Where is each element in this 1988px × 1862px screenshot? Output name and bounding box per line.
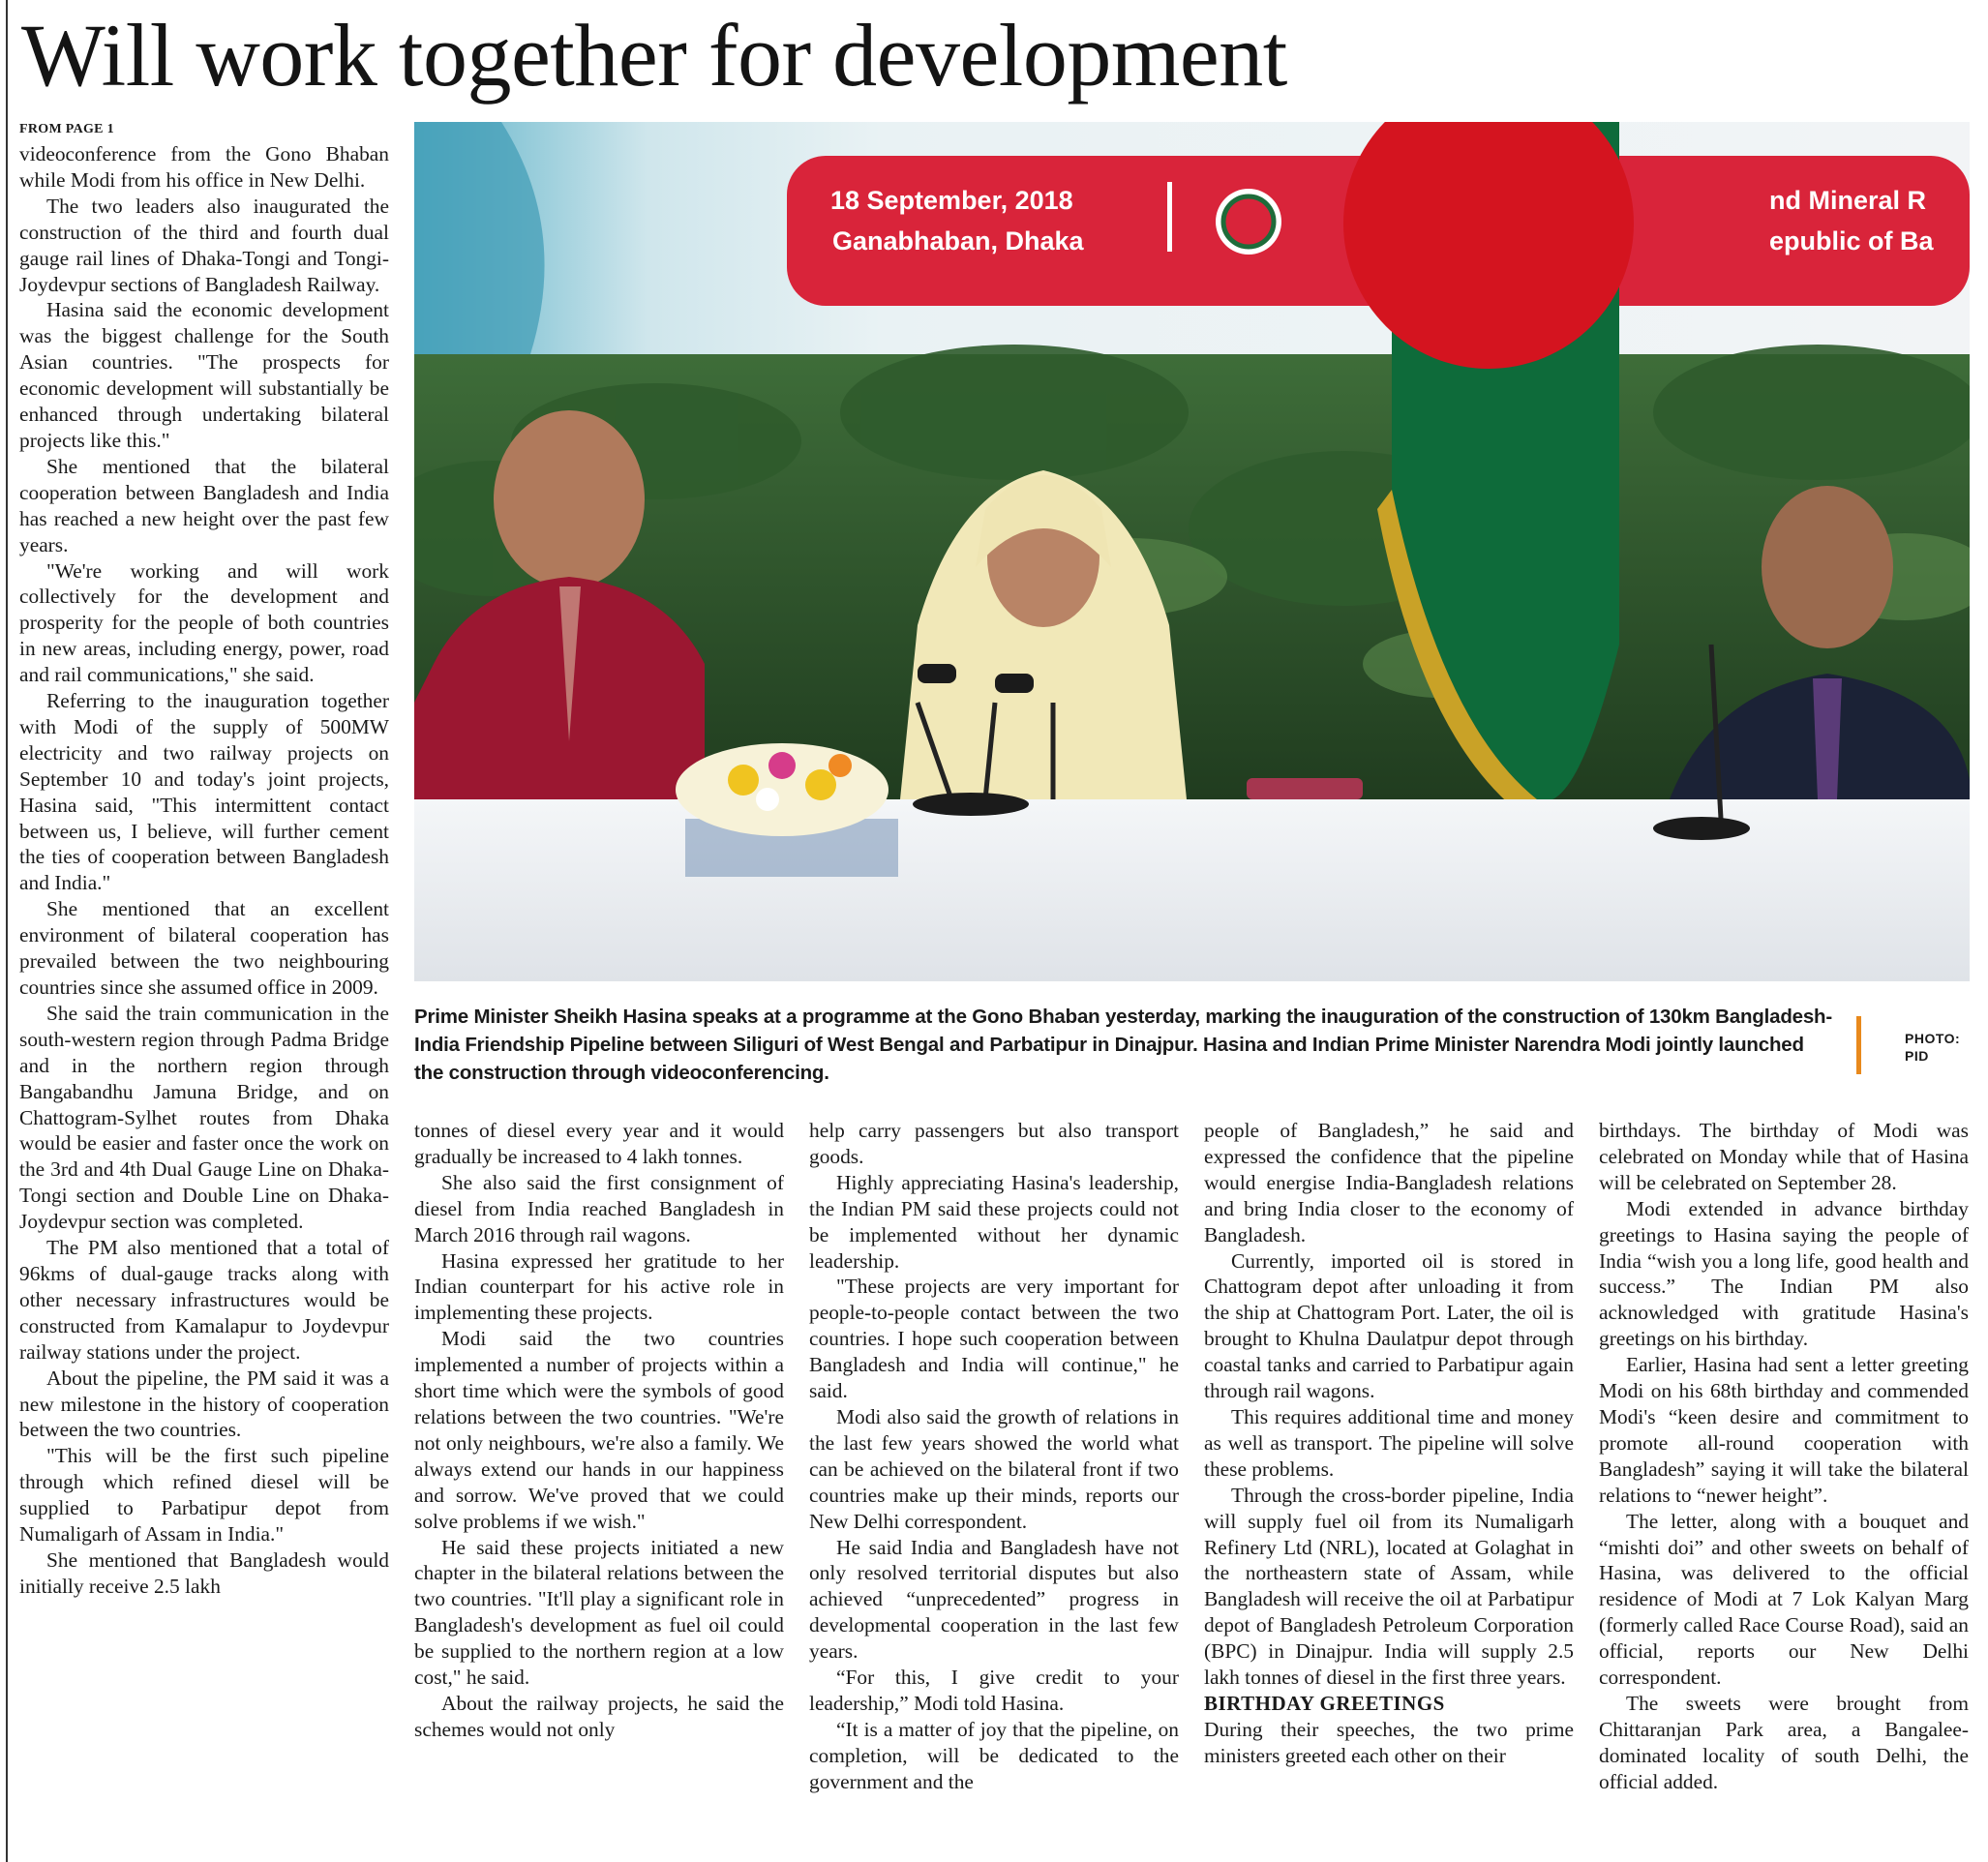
- paragraph: Highly appreciating Hasina's leadership, the Indian PM said these projects could not be implemented without her dynamic leadership.: [809, 1170, 1179, 1273]
- paragraph: He said these projects initiated a new chapter in the bilateral relations between the two countries. "It'll play a significant role in Bangladesh's development as fuel oil could be supplied to the northern region at a low cost," he said.: [414, 1535, 784, 1690]
- photo-illustration: [414, 122, 1970, 981]
- paragraph: help carry passengers but also transport goods.: [809, 1119, 1179, 1168]
- paragraph: "We're working and will work collectively for the development and prosperity for the people of both countries in new areas, including energy, power, road and rail communications," she said.: [19, 558, 389, 687]
- paragraph: She mentioned that Bangladesh would initially receive 2.5 lakh: [19, 1547, 389, 1598]
- paragraph: He said India and Bangladesh have not only resolved territorial disputes but also achieved “unprecedented” progress in developmental cooperation in the last few years.: [809, 1535, 1179, 1664]
- paragraph: Modi also said the growth of relations in the last few years showed the world what can be achieved on the bilateral front if two countries make up their minds, reports our New Delhi correspondent.: [809, 1404, 1179, 1533]
- banner-date: 18 September, 2018: [830, 186, 1073, 215]
- paragraph: Hasina said the economic development was the biggest challenge for the South Asian countries. "The prospects for economic development will substantially be enhanced through undertaking bilateral projects like this.": [19, 298, 389, 452]
- paragraph: The PM also mentioned that a total of 96kms of dual-gauge tracks along with other necessary infrastructures would be constructed from Kamalapur to Joydevpur railway stations under the project.: [19, 1236, 389, 1364]
- paragraph: The two leaders also inaugurated the construction of the third and fourth dual gauge rail lines of Dhaka-Tongi and Tongi-Joydevpur sections of Bangladesh Railway.: [19, 194, 389, 296]
- photo-credit-source: PID: [1905, 1048, 1929, 1064]
- paragraph: Modi extended in advance birthday greetings to Hasina saying the people of India “wish you a long life, good health and success.” The Indian PM also acknowledged with gratitude Hasina's greetings on his birthday.: [1599, 1196, 1969, 1351]
- article-column-1: [19, 141, 389, 1845]
- article-column-2: [414, 1118, 784, 1845]
- paragraph: She mentioned that an excellent environment of bilateral cooperation has prevailed between the two neighbouring countries since she assumed office in 2009.: [19, 897, 389, 999]
- article-column-5: [1599, 1118, 1969, 1845]
- paragraph: "These projects are very important for people-to-people contact between the two countries. I hope such cooperation between Bangladesh and India will continue," he said.: [809, 1275, 1179, 1403]
- banner-venue: Ganabhaban, Dhaka: [832, 226, 1084, 255]
- paragraph: “It is a matter of joy that the pipeline, on completion, will be dedicated to the government and the: [809, 1717, 1179, 1793]
- banner-gov-right: epublic of Ba: [1769, 226, 1934, 255]
- paragraph: During their speeches, the two prime ministers greeted each other on their: [1204, 1717, 1574, 1767]
- banner-ministry-right: nd Mineral R: [1769, 186, 1927, 215]
- paragraph: videoconference from the Gono Bhaban while Modi from his office in New Delhi.: [19, 142, 389, 192]
- section-subhead: BIRTHDAY GREETINGS: [1204, 1691, 1445, 1715]
- paragraph: Modi said the two countries implemented a number of projects within a short time which were the symbols of good relations between the two countries. "We're not only neighbours, we're also a family. We always extend our hands in our happiness and sorrow. We've proved that we could solve problems if we wish.": [414, 1327, 784, 1533]
- paragraph: The letter, along with a bouquet and “mishti doi” and other sweets on behalf of Hasina, was delivered to the official residence of Modi at 7 Lok Kalyan Marg (formerly called Race Course Road), said an official, reports our New Delhi correspondent.: [1599, 1509, 1969, 1690]
- paragraph: tonnes of diesel every year and it would gradually be increased to 4 lakh tonnes.: [414, 1119, 784, 1168]
- column-rule: [6, 0, 8, 1862]
- paragraph: About the pipeline, the PM said it was a new milestone in the history of cooperation between the two countries.: [19, 1366, 389, 1442]
- paragraph: About the railway projects, he said the schemes would not only: [414, 1691, 784, 1741]
- paragraph: She also said the first consignment of diesel from India reached Bangladesh in March 2016 through rail wagons.: [414, 1170, 784, 1246]
- paragraph: “For this, I give credit to your leadership,” Modi told Hasina.: [809, 1666, 1179, 1715]
- headline: Will work together for development: [21, 6, 1287, 105]
- paragraph: Earlier, Hasina had sent a letter greeting Modi on his 68th birthday and commended Modi's “keen desire and commitment to promote all-round cooperation with Bangladesh” saying it will take the bilateral relations to “newer height”.: [1599, 1353, 1969, 1507]
- paragraph: She mentioned that the bilateral cooperation between Bangladesh and India has reached a new height over the past few years.: [19, 454, 389, 556]
- paragraph: The sweets were brought from Chittaranjan Park area, a Bangalee-dominated locality of south Delhi, the official added.: [1599, 1691, 1969, 1793]
- credit-divider: [1856, 1016, 1861, 1074]
- article-column-3: [809, 1118, 1179, 1845]
- paragraph: "This will be the first such pipeline through which refined diesel will be supplied to Parbatipur depot from Numaligarh of Assam in India.": [19, 1444, 389, 1547]
- continuation-kicker: FROM PAGE 1: [19, 122, 114, 136]
- photo-credit-label: PHOTO:: [1905, 1031, 1961, 1046]
- paragraph: She said the train communication in the south-western region through Padma Bridge and in the northern region through Bangabandhu Jamuna Bridge, and on Chattogram-Sylhet routes from Dhaka would be easier and faster once the work on the 3rd and 4th Dual Gauge Line on Dhaka-Tongi section and Double Line on Dhaka-Joydevpur section was completed.: [19, 1001, 389, 1234]
- paragraph: Hasina expressed her gratitude to her Indian counterpart for his active role in implementing these projects.: [414, 1248, 784, 1325]
- paragraph: birthdays. The birthday of Modi was celebrated on Monday while that of Hasina will be celebrated on September 28.: [1599, 1119, 1969, 1194]
- news-photo: [414, 122, 1970, 981]
- paragraph: Currently, imported oil is stored in Chattogram depot after unloading it from the ship at Chattogram Port. Later, the oil is brought to Khulna Daulatpur depot through coastal tanks and carried to Parbatipur again through rail wagons.: [1204, 1248, 1574, 1403]
- paragraph: Referring to the inauguration together with Modi of the supply of 500MW electricity and two railway projects on September 10 and today's joint projects, Hasina said, "This intermittent contact between us, I believe, will further cement the ties of cooperation between Bangladesh and India.": [19, 689, 389, 895]
- photo-caption: Prime Minister Sheikh Hasina speaks at a programme at the Gono Bhaban yesterday, marking the inauguration of the construction of 130km Bangladesh-India Friendship Pipeline between Siliguri of West Bengal and Parbatipur in Dinajpur. Hasina and Indian Prime Minister Narendra Modi jointly launched the construction through videoconferencing.: [414, 1006, 1832, 1084]
- paragraph: people of Bangladesh,” he said and expressed the confidence that the pipeline would energise India-Bangladesh relations and bring India closer to the economy of Bangladesh.: [1204, 1119, 1574, 1246]
- paragraph: This requires additional time and money as well as transport. The pipeline will solve these problems.: [1204, 1404, 1574, 1481]
- paragraph: Through the cross-border pipeline, India will supply fuel oil from its Numaligarh Refinery Ltd (NRL), located at Golaghat in the northeastern state of Assam, while Bangladesh will receive the oil at Parbatipur depot of Bangladesh Petroleum Corporation (BPC) in Dinajpur. India will supply 2.5 lakh tonnes of diesel in the first three years.: [1204, 1483, 1574, 1690]
- article-column-4: [1204, 1118, 1574, 1845]
- photo-credit: [1905, 1030, 1960, 1065]
